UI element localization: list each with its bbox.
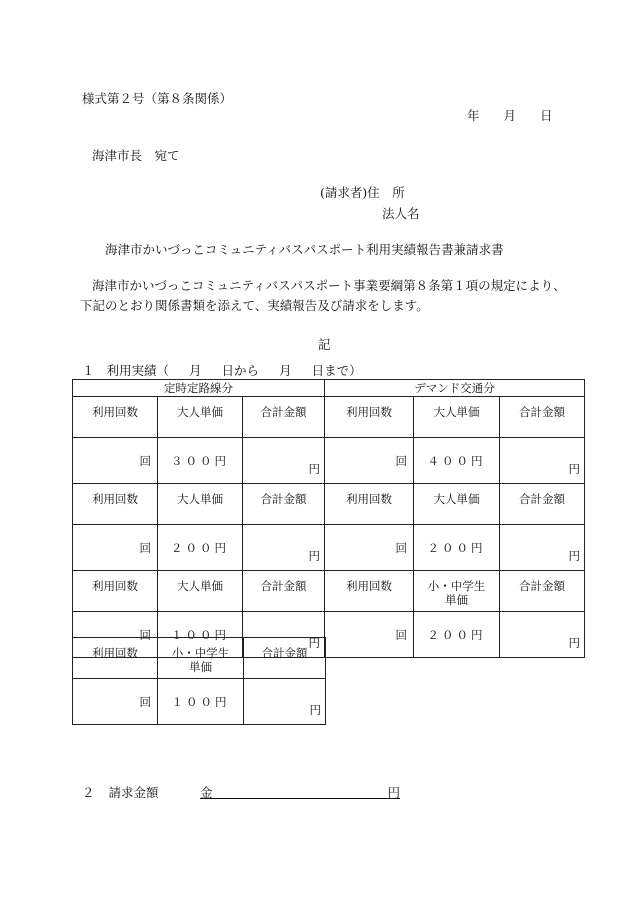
column-label-text: 合計金額 <box>519 579 566 593</box>
body-text: 海津市かいづっこコミュニティバスパスポート事業要綱第８条第１項の規定により、下記のとおり関係書類を添えて、実績報告及び請求をします。 <box>80 278 566 313</box>
unit-price-cell: ２００円 <box>414 525 500 571</box>
claimant-corp-name: 法人名 <box>382 206 420 221</box>
column-label <box>158 397 243 438</box>
section2-number: ２ <box>82 785 95 800</box>
column-label <box>158 571 243 612</box>
column-label-text: 合計金額 <box>519 492 566 506</box>
column-label-text: 小・中学生 単価 <box>427 579 486 607</box>
column-label-text: 合計金額 <box>260 492 307 506</box>
total-cell[interactable]: 円 <box>243 525 325 571</box>
column-label-text: 利用回数 <box>92 579 138 593</box>
column-label <box>500 484 585 525</box>
count-cell[interactable]: 回 <box>325 612 414 658</box>
column-label <box>243 484 325 525</box>
ki-heading: 記 <box>318 337 331 352</box>
unit-price-cell: １００円 <box>158 612 243 658</box>
column-label-text: 合計金額 <box>519 405 566 419</box>
label-row <box>73 638 326 679</box>
column-label-text: 小・中学生 単価 <box>171 646 230 674</box>
total-cell[interactable]: 円 <box>500 525 585 571</box>
group-header-row <box>73 380 585 397</box>
column-label <box>73 638 158 679</box>
value-row <box>73 525 585 571</box>
column-label-text: 利用回数 <box>92 492 138 506</box>
date-line <box>467 106 553 124</box>
usage-table <box>72 379 585 658</box>
column-label <box>414 571 500 612</box>
column-label-text: 利用回数 <box>92 405 138 419</box>
column-label-text: 大人単価 <box>177 405 223 419</box>
amount-kin: 金 <box>200 785 213 800</box>
addressee: 海津市長 宛て <box>92 148 180 163</box>
column-label-text: 大人単価 <box>433 405 480 419</box>
column-label-text: 利用回数 <box>346 405 393 419</box>
group-header-demand: デマンド交通分 <box>325 380 585 397</box>
section2-label: 請求金額 <box>108 785 159 800</box>
column-label <box>500 397 585 438</box>
section1-month-from: 月 <box>189 363 202 378</box>
column-label <box>325 484 414 525</box>
count-cell[interactable]: 回 <box>73 438 158 484</box>
total-cell[interactable]: 円 <box>243 438 325 484</box>
column-label <box>243 571 325 612</box>
group-header-fixed-route: 定時定路線分 <box>73 380 325 397</box>
value-row <box>73 679 326 725</box>
document-title: 海津市かいづっこコミュニティバスパスポート利用実績報告書兼請求書 <box>105 242 504 257</box>
column-label <box>325 571 414 612</box>
column-label-text: 利用回数 <box>346 579 393 593</box>
unit-price-cell: ３００円 <box>158 438 243 484</box>
column-label-text: 利用回数 <box>92 646 138 660</box>
total-cell[interactable]: 円 <box>243 612 325 658</box>
label-row <box>73 397 585 438</box>
column-label-text: 利用回数 <box>346 492 393 506</box>
claimant-label: (請求者) <box>320 185 368 200</box>
section1-day-to: 日まで） <box>311 363 362 378</box>
column-label-text: 合計金額 <box>260 405 307 419</box>
extra-usage-table <box>72 637 326 725</box>
count-cell[interactable]: 回 <box>73 525 158 571</box>
column-label <box>73 571 158 612</box>
column-label <box>414 397 500 438</box>
date-year: 年 <box>467 108 480 123</box>
count-cell[interactable]: 回 <box>325 438 414 484</box>
total-cell[interactable]: 円 <box>500 438 585 484</box>
section1-month-to: 月 <box>279 363 292 378</box>
section2-heading <box>82 783 159 801</box>
section1-heading <box>82 361 362 379</box>
unit-price-cell: ２００円 <box>414 612 500 658</box>
section1-label: 利用実績（ <box>106 363 170 378</box>
column-label <box>325 397 414 438</box>
column-label-text: 大人単価 <box>433 492 480 506</box>
claimant-address-line <box>320 183 405 201</box>
column-label-text: 合計金額 <box>260 579 307 593</box>
label-row <box>73 571 585 612</box>
column-label-text: 合計金額 <box>261 646 308 660</box>
column-label-text: 大人単価 <box>177 492 223 506</box>
count-cell[interactable]: 回 <box>73 612 158 658</box>
column-label <box>244 638 326 679</box>
section1-number: １ <box>82 363 95 378</box>
column-label <box>73 484 158 525</box>
column-label-text: 大人単価 <box>177 579 223 593</box>
date-day: 日 <box>540 108 553 123</box>
column-label <box>500 571 585 612</box>
date-month: 月 <box>503 108 517 123</box>
column-label <box>158 638 244 679</box>
count-cell[interactable]: 回 <box>73 679 158 725</box>
column-label <box>414 484 500 525</box>
column-label <box>158 484 243 525</box>
unit-price-cell: ４００円 <box>414 438 500 484</box>
value-row <box>73 438 585 484</box>
section1-day-from: 日から <box>221 363 260 378</box>
label-row <box>73 484 585 525</box>
column-label <box>73 397 158 438</box>
column-label <box>243 397 325 438</box>
unit-price-cell: １００円 <box>158 679 244 725</box>
count-cell[interactable]: 回 <box>325 525 414 571</box>
unit-price-cell: ２００円 <box>158 525 243 571</box>
claimant-address: 住 所 <box>367 185 405 200</box>
form-number: 様式第２号（第８条関係） <box>82 91 233 106</box>
amount-yen: 円 <box>387 785 400 800</box>
total-cell[interactable]: 円 <box>500 612 585 658</box>
total-cell[interactable]: 円 <box>244 679 326 725</box>
amount-field[interactable] <box>200 783 400 799</box>
